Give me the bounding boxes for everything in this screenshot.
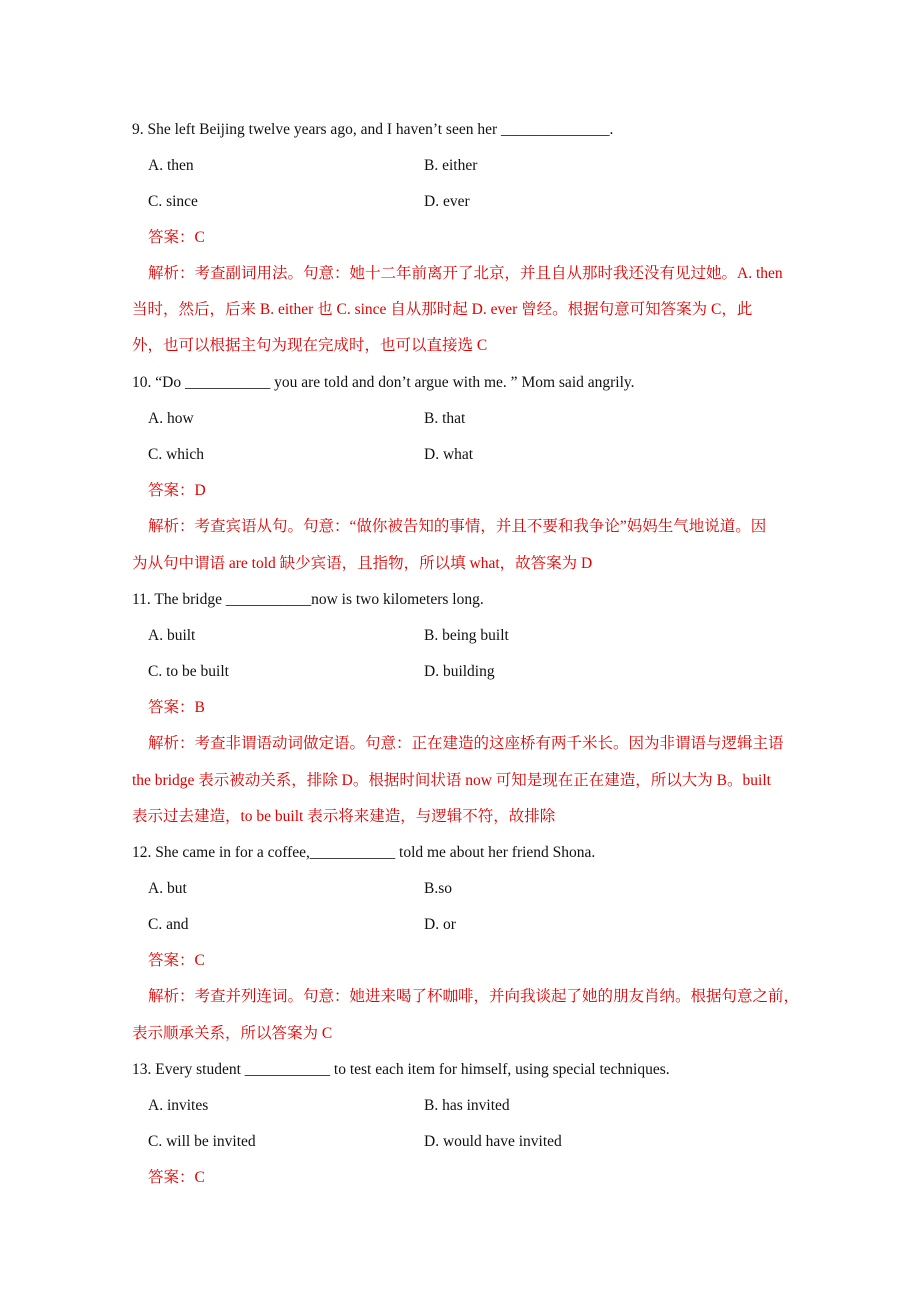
explanation-line: 解析：考查宾语从句。句意：“做你被告知的事情，并且不要和我争论”妈妈生气地说道。因 <box>148 518 767 535</box>
explanation-line: 表示过去建造，to be built 表示将来建造，与逻辑不符，故排除 <box>132 808 556 825</box>
option-d: D. would have invited <box>424 1133 562 1150</box>
answer: 答案：C <box>148 952 205 969</box>
option-a: A. invites <box>148 1097 209 1114</box>
option-b: B.so <box>424 880 452 897</box>
option-b: B. being built <box>424 627 509 644</box>
option-b: B. that <box>424 410 466 427</box>
option-d: D. building <box>424 663 495 680</box>
answer: 答案：B <box>148 699 205 716</box>
explanation-line: 解析：考查并列连词。句意：她进来喝了杯咖啡，并向我谈起了她的朋友肖纳。根据句意之前， <box>148 988 800 1005</box>
option-c: C. since <box>148 193 198 210</box>
option-d: D. ever <box>424 193 470 210</box>
option-a: A. how <box>148 410 194 427</box>
question-stem: 9. She left Beijing twelve years ago, and I haven’t seen her ______________. <box>132 121 614 138</box>
option-b: B. has invited <box>424 1097 510 1114</box>
explanation-line: 当时，然后，后来 B. either 也 C. since 自从那时起 D. ever 曾经。根据句意可知答案为 C，此 <box>132 301 753 318</box>
option-c: C. which <box>148 446 204 463</box>
question-stem: 10. “Do ___________ you are told and don’t argue with me. ” Mom said angrily. <box>132 374 635 391</box>
explanation-line: 外，也可以根据主句为现在完成时，也可以直接选 C <box>132 337 488 354</box>
explanation-line: 为从句中谓语 are told 缺少宾语，且指物，所以填 what，故答案为 D <box>132 555 593 572</box>
explanation-line: 解析：考查非谓语动词做定语。句意：正在建造的这座桥有两千米长。因为非谓语与逻辑主语 <box>148 735 784 752</box>
explanation-line: the bridge 表示被动关系，排除 D。根据时间状语 now 可知是现在正在建造，所以大为 B。built <box>132 772 771 789</box>
answer: 答案：D <box>148 482 206 499</box>
question-stem: 11. The bridge ___________now is two kilometers long. <box>132 591 484 608</box>
option-a: A. then <box>148 157 194 174</box>
question-stem: 12. She came in for a coffee,___________ told me about her friend Shona. <box>132 844 596 861</box>
option-d: D. or <box>424 916 456 933</box>
option-c: C. will be invited <box>148 1133 256 1150</box>
option-d: D. what <box>424 446 474 463</box>
option-c: C. to be built <box>148 663 229 680</box>
question-stem: 13. Every student ___________ to test each item for himself, using special techniques. <box>132 1061 670 1078</box>
answer: 答案：C <box>148 1169 205 1186</box>
explanation-line: 解析：考查副词用法。句意：她十二年前离开了北京，并且自从那时我还没有见过她。A. then <box>148 265 783 282</box>
option-a: A. but <box>148 880 187 897</box>
answer: 答案：C <box>148 229 205 246</box>
explanation-line: 表示顺承关系，所以答案为 C <box>132 1025 333 1042</box>
option-a: A. built <box>148 627 196 644</box>
option-b: B. either <box>424 157 478 174</box>
option-c: C. and <box>148 916 189 933</box>
